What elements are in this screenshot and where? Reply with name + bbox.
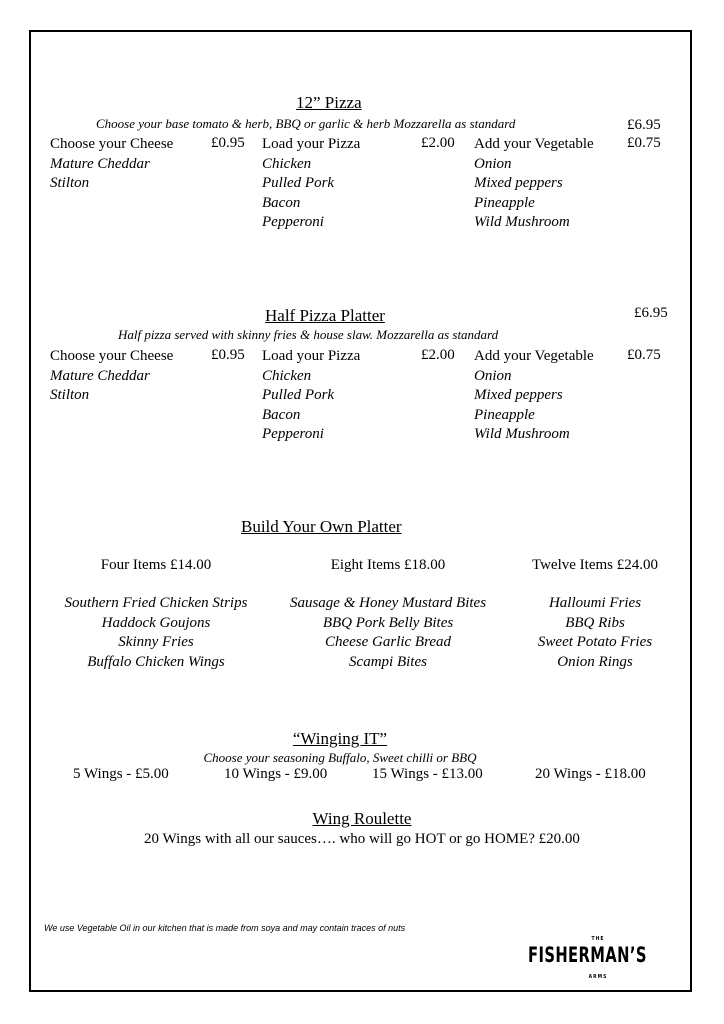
wing-option: 20 Wings - £18.00	[535, 766, 646, 782]
allergen-note: We use Vegetable Oil in our kitchen that is made from soya and may contain traces of nuts	[44, 923, 406, 933]
platter-tier-twelve: Twelve Items £24.00	[531, 557, 658, 573]
platter-item: Southern Fried Chicken Strips	[64, 595, 248, 611]
roulette-text: 20 Wings with all our sauces…. who will go HOT or go HOME? £20.00	[144, 831, 580, 847]
winging-subtitle: Choose your seasoning Buffalo, Sweet chilli or BBQ	[203, 750, 477, 765]
pizza-veg-item: Wild Mushroom	[474, 214, 570, 231]
platter-item: Onion Rings	[557, 653, 633, 670]
half-load-item: Pepperoni	[262, 426, 324, 443]
platter-column-2	[272, 594, 504, 672]
platter-item: Halloumi Fries	[548, 595, 642, 611]
half-cheese-heading: Choose your Cheese	[50, 348, 174, 364]
half-subtitle: Half pizza served with skinny fries & house slaw. Mozzarella as standard	[118, 327, 499, 342]
half-load-price: £2.00	[421, 347, 455, 363]
pizza-veg-item: Mixed peppers	[474, 175, 563, 192]
platter-item: Scampi Bites	[349, 653, 427, 670]
platter-column-3	[505, 594, 685, 672]
logo-main-text: FISHERMAN’S	[528, 943, 647, 967]
pizza-veg-item: Onion	[474, 155, 512, 172]
logo-top-text: THE	[591, 936, 605, 942]
platter-item: BBQ Ribs	[565, 614, 625, 631]
pizza-load-item: Pepperoni	[262, 214, 324, 231]
half-veg-heading: Add your Vegetable	[474, 348, 594, 364]
platter-item: Buffalo Chicken Wings	[87, 653, 225, 670]
pizza-cheese-price: £0.95	[211, 135, 245, 151]
half-cheese-item: Mature Cheddar	[50, 367, 150, 384]
pizza-veg-column	[474, 135, 594, 233]
half-cheese-column	[50, 347, 173, 406]
half-veg-price: £0.75	[627, 347, 661, 363]
logo-bottom-text: ARMS	[588, 974, 608, 980]
half-veg-item: Onion	[474, 367, 512, 384]
winging-title: “Winging IT”	[292, 729, 388, 748]
pizza-cheese-item: Stilton	[50, 175, 90, 192]
platter-title: Build Your Own Platter	[241, 517, 402, 536]
wing-option: 10 Wings - £9.00	[224, 766, 328, 782]
platter-item: Skinny Fries	[118, 634, 194, 651]
platter-tier-eight: Eight Items £18.00	[330, 557, 446, 573]
half-cheese-price: £0.95	[211, 347, 245, 363]
half-veg-column	[474, 347, 594, 445]
pizza-cheese-item: Mature Cheddar	[50, 155, 150, 172]
wing-option: 15 Wings - £13.00	[372, 766, 483, 782]
half-veg-item: Mixed peppers	[474, 387, 563, 404]
half-cheese-item: Stilton	[50, 387, 90, 404]
platter-item: BBQ Pork Belly Bites	[322, 614, 454, 631]
pizza-load-item: Chicken	[262, 155, 312, 172]
platter-column-1	[46, 594, 266, 672]
half-veg-item: Wild Mushroom	[474, 426, 570, 443]
platter-item: Sweet Potato Fries	[537, 634, 653, 651]
half-load-heading: Load your Pizza	[262, 348, 361, 364]
half-price: £6.95	[634, 305, 668, 321]
wing-option: 5 Wings - £5.00	[73, 766, 169, 782]
half-load-item: Pulled Pork	[262, 387, 335, 404]
pizza-cheese-column	[50, 135, 173, 194]
pizza-load-item: Pulled Pork	[262, 175, 335, 192]
roulette-title: Wing Roulette	[312, 809, 412, 828]
half-load-column	[262, 347, 360, 445]
pizza-price: £6.95	[627, 117, 661, 133]
pizza-load-price: £2.00	[421, 135, 455, 151]
pizza-load-column	[262, 135, 360, 233]
pizza-load-heading: Load your Pizza	[262, 136, 361, 152]
half-title: Half Pizza Platter	[265, 306, 385, 325]
pizza-cheese-heading: Choose your Cheese	[50, 136, 174, 152]
platter-tier-four: Four Items £14.00	[100, 557, 212, 573]
pizza-veg-price: £0.75	[627, 135, 661, 151]
half-load-item: Chicken	[262, 367, 312, 384]
pizza-title: 12” Pizza	[296, 93, 362, 112]
half-veg-item: Pineapple	[474, 406, 535, 423]
platter-item: Sausage & Honey Mustard Bites	[289, 595, 487, 611]
pizza-veg-heading: Add your Vegetable	[474, 136, 594, 152]
platter-item: Haddock Goujons	[101, 614, 211, 631]
fishermans-logo	[528, 936, 688, 988]
half-load-item: Bacon	[262, 406, 301, 423]
platter-item: Cheese Garlic Bread	[324, 634, 452, 651]
pizza-subtitle: Choose your base tomato & herb, BBQ or garlic & herb Mozzarella as standard	[96, 116, 516, 131]
pizza-veg-item: Pineapple	[474, 194, 535, 211]
pizza-load-item: Bacon	[262, 194, 301, 211]
